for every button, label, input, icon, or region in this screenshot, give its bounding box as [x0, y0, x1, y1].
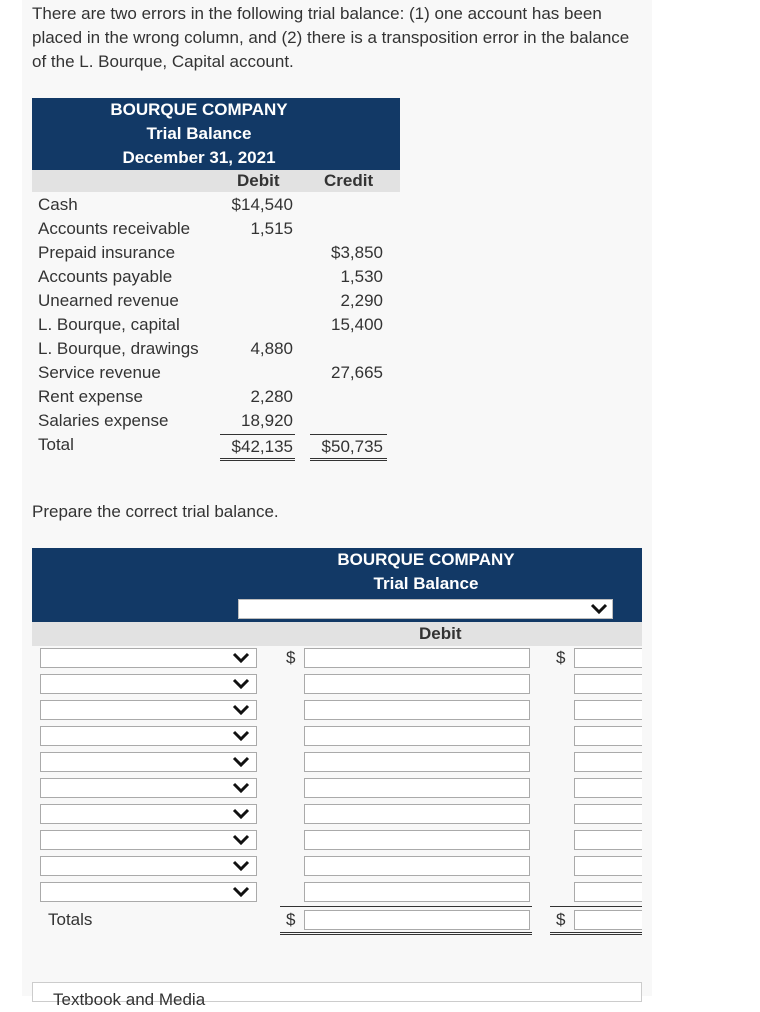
- debit-input[interactable]: [304, 856, 530, 876]
- original-row-account: Salaries expense: [38, 411, 169, 430]
- textbook-media-label: Textbook and Media: [53, 990, 206, 1009]
- debit-total-double-line: [220, 458, 295, 461]
- original-row-debit: 2,280: [250, 387, 293, 406]
- credit-input[interactable]: [574, 648, 642, 668]
- debit-input[interactable]: [304, 700, 530, 720]
- chevron-down-icon: [232, 886, 250, 898]
- account-select[interactable]: [40, 726, 257, 746]
- debit-header: Debit: [237, 171, 280, 190]
- debit-input[interactable]: [304, 804, 530, 824]
- chevron-down-icon: [232, 860, 250, 872]
- totals-credit-top-line: [550, 906, 642, 907]
- original-header: [32, 98, 400, 170]
- chevron-down-icon: [232, 834, 250, 846]
- original-row-debit: 18,920: [241, 411, 293, 430]
- chevron-down-icon: [232, 730, 250, 742]
- original-date: December 31, 2021: [122, 148, 276, 167]
- totals-debit-dollar: $: [286, 910, 296, 929]
- chevron-down-icon: [232, 678, 250, 690]
- original-row-credit: 2,290: [340, 291, 383, 310]
- chevron-down-icon: [232, 756, 250, 768]
- original-row-account: Prepaid insurance: [38, 243, 176, 262]
- original-row-account: Rent expense: [38, 387, 143, 406]
- original-row-account: Unearned revenue: [38, 291, 179, 310]
- debit-input[interactable]: [304, 830, 530, 850]
- credit-input[interactable]: [574, 674, 642, 694]
- account-select[interactable]: [40, 674, 257, 694]
- credit-input[interactable]: [574, 882, 642, 902]
- credit-header: Credit: [324, 171, 374, 190]
- debit-input[interactable]: [304, 648, 530, 668]
- debit-input[interactable]: [304, 674, 530, 694]
- credit-input[interactable]: [574, 752, 642, 772]
- original-row-account: Cash: [38, 195, 78, 214]
- original-row-account: L. Bourque, capital: [38, 315, 180, 334]
- account-select[interactable]: [40, 830, 257, 850]
- original-company: BOURQUE COMPANY: [110, 100, 288, 119]
- original-row-credit: $3,850: [331, 243, 383, 262]
- credit-dollar-sign: $: [556, 648, 566, 667]
- original-row-credit: $50,735: [321, 437, 383, 456]
- textbook-media-bar[interactable]: [32, 982, 642, 1009]
- credit-input[interactable]: [574, 856, 642, 876]
- original-row-credit: 1,530: [340, 267, 383, 286]
- original-row-debit: 1,515: [250, 219, 293, 238]
- totals-credit-double-line: [550, 932, 642, 935]
- totals-debit-top-line: [280, 906, 532, 907]
- original-row-account: Accounts receivable: [38, 219, 191, 238]
- answer-column-header: [32, 622, 642, 646]
- debit-input[interactable]: [304, 752, 530, 772]
- answer-debit-header: Debit: [419, 624, 462, 643]
- debit-input[interactable]: [304, 778, 530, 798]
- original-row-account: Accounts payable: [38, 267, 173, 286]
- credit-input[interactable]: [574, 804, 642, 824]
- credit-input[interactable]: [574, 830, 642, 850]
- account-select[interactable]: [40, 700, 257, 720]
- original-row-account: L. Bourque, drawings: [38, 339, 199, 358]
- account-select[interactable]: [40, 752, 257, 772]
- account-select[interactable]: [40, 804, 257, 824]
- intro-text: There are two errors in the following trial balance: (1) one account has been placed in the wrong column, and (2) there is a transposition error in the balance of the L. Bourque, Capital account.: [32, 4, 630, 71]
- original-row-account: Service revenue: [38, 363, 161, 382]
- debit-dollar-sign: $: [286, 648, 296, 667]
- chevron-down-icon: [232, 652, 250, 664]
- original-title: Trial Balance: [146, 124, 252, 143]
- credit-input[interactable]: [574, 726, 642, 746]
- debit-input[interactable]: [304, 882, 530, 902]
- totals-credit-dollar: $: [556, 910, 566, 929]
- totals-debit-double-line: [280, 932, 532, 935]
- account-select[interactable]: [40, 882, 257, 902]
- original-row-credit: 27,665: [331, 363, 383, 382]
- answer-title: Trial Balance: [373, 574, 479, 593]
- original-row-credit: 15,400: [331, 315, 383, 334]
- chevron-down-icon: [232, 808, 250, 820]
- chevron-down-icon: [232, 704, 250, 716]
- credit-input[interactable]: [574, 778, 642, 798]
- original-row-debit: $14,540: [231, 195, 293, 214]
- credit-total-double-line: [310, 458, 387, 461]
- account-select[interactable]: [40, 778, 257, 798]
- chevron-down-icon: [590, 603, 608, 615]
- date-select[interactable]: [238, 599, 613, 619]
- totals-label: Totals: [48, 910, 93, 929]
- original-row-debit: $42,135: [231, 437, 293, 456]
- prompt-text: Prepare the correct trial balance.: [32, 502, 279, 521]
- totals-debit-input[interactable]: [304, 910, 530, 930]
- debit-input[interactable]: [304, 726, 530, 746]
- original-row-account: Total: [38, 435, 74, 454]
- totals-credit-input[interactable]: [574, 910, 642, 930]
- debit-subtotal-line: [220, 434, 295, 435]
- chevron-down-icon: [232, 782, 250, 794]
- account-select[interactable]: [40, 648, 257, 668]
- answer-company: BOURQUE COMPANY: [337, 550, 515, 569]
- original-column-header: [32, 170, 400, 192]
- account-select[interactable]: [40, 856, 257, 876]
- credit-subtotal-line: [310, 434, 387, 435]
- credit-input[interactable]: [574, 700, 642, 720]
- original-row-debit: 4,880: [250, 339, 293, 358]
